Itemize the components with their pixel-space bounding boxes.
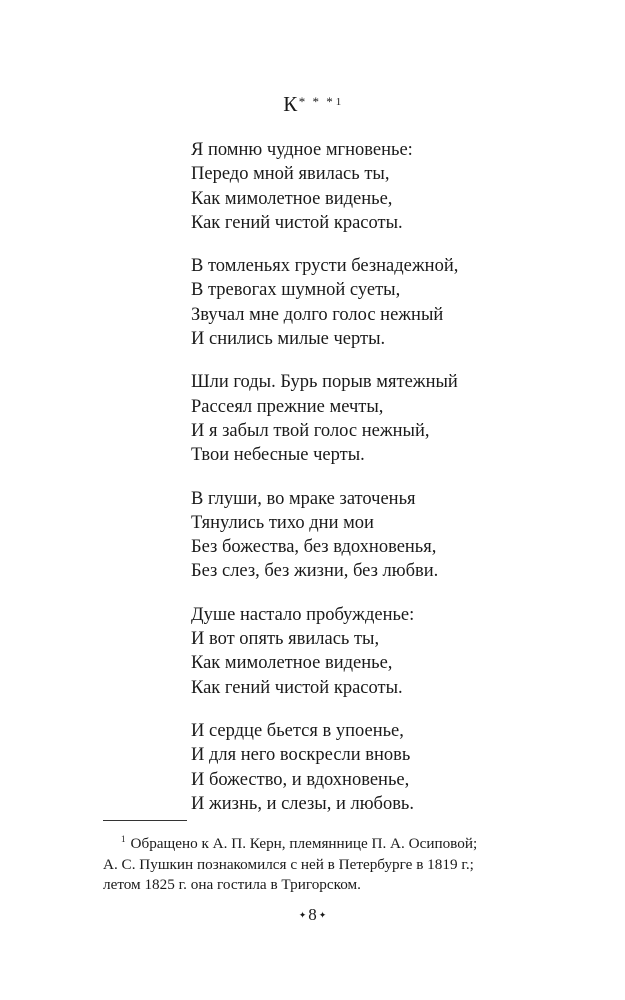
poem-line: И для него воскресли вновь: [191, 745, 411, 766]
ornament-left-icon: ✦: [298, 910, 307, 920]
poem-line: Передо мной явилась ты,: [191, 164, 390, 185]
poem-line: И сердце бьется в упоенье,: [191, 720, 404, 741]
poem-title-stars: * * *: [298, 94, 335, 109]
stanza: [191, 370, 591, 467]
poem-line: Как гений чистой красоты.: [191, 677, 403, 698]
stanza: [191, 487, 591, 584]
poem-line: Рассеял прежние мечты,: [191, 396, 384, 417]
poem-line: Как гений чистой красоты.: [191, 212, 403, 233]
ornament-right-icon: ✦: [318, 910, 327, 920]
poem-line: И жизнь, и слезы, и любовь.: [191, 793, 414, 814]
footnote-text: Обращено к А. П. Керн, племяннице П. А. Осиповой;: [130, 835, 478, 852]
footnote: [103, 829, 528, 896]
poem-line: И вот опять явилась ты,: [191, 629, 380, 650]
poem-line: И божество, и вдохновенье,: [191, 769, 410, 790]
poem-title-text: К: [283, 92, 298, 116]
title-footnote-mark: 1: [335, 96, 342, 108]
poem-line: Душе настало пробужденье:: [191, 604, 415, 625]
poem-line: И снились милые черты.: [191, 329, 386, 350]
page-number-value: 8: [308, 905, 317, 924]
footnote-divider: [103, 820, 187, 821]
poem-line: Как мимолетное виденье,: [191, 188, 393, 209]
poem-line: Без божества, без вдохновенья,: [191, 537, 437, 558]
poem-line: Без слез, без жизни, без любви.: [191, 561, 439, 582]
poem-line: Я помню чудное мгновенье:: [191, 140, 413, 160]
poem-title: [0, 92, 625, 117]
poem-line: Тянулись тихо дни мои: [191, 512, 374, 533]
poem-line: В томленьях грусти безнадежной,: [191, 256, 459, 277]
footnote-mark: 1: [121, 834, 126, 844]
poem-line: Звучал мне долго голос нежный: [191, 304, 444, 325]
poem-line: Шли годы. Бурь порыв мятежный: [191, 372, 458, 393]
poem-line: Как мимолетное виденье,: [191, 653, 393, 674]
stanza: [191, 603, 591, 700]
footnote-line: [103, 829, 528, 855]
footnote-line: летом 1825 г. она гостила в Тригорском.: [103, 876, 361, 893]
poem-line: И я забыл твой голос нежный,: [191, 420, 430, 441]
stanza: [191, 719, 591, 816]
poem-line: В глуши, во мраке заточенья: [191, 488, 416, 509]
stanza: [191, 138, 591, 235]
page-number: [0, 905, 625, 925]
poem-line: В тревогах шумной суеты,: [191, 280, 401, 301]
poem-body: [191, 138, 591, 835]
poem-line: Твои небесные черты.: [191, 445, 365, 466]
stanza: [191, 254, 591, 351]
footnote-line: А. С. Пушкин познакомился с ней в Петербурге в 1819 г.;: [103, 855, 474, 873]
